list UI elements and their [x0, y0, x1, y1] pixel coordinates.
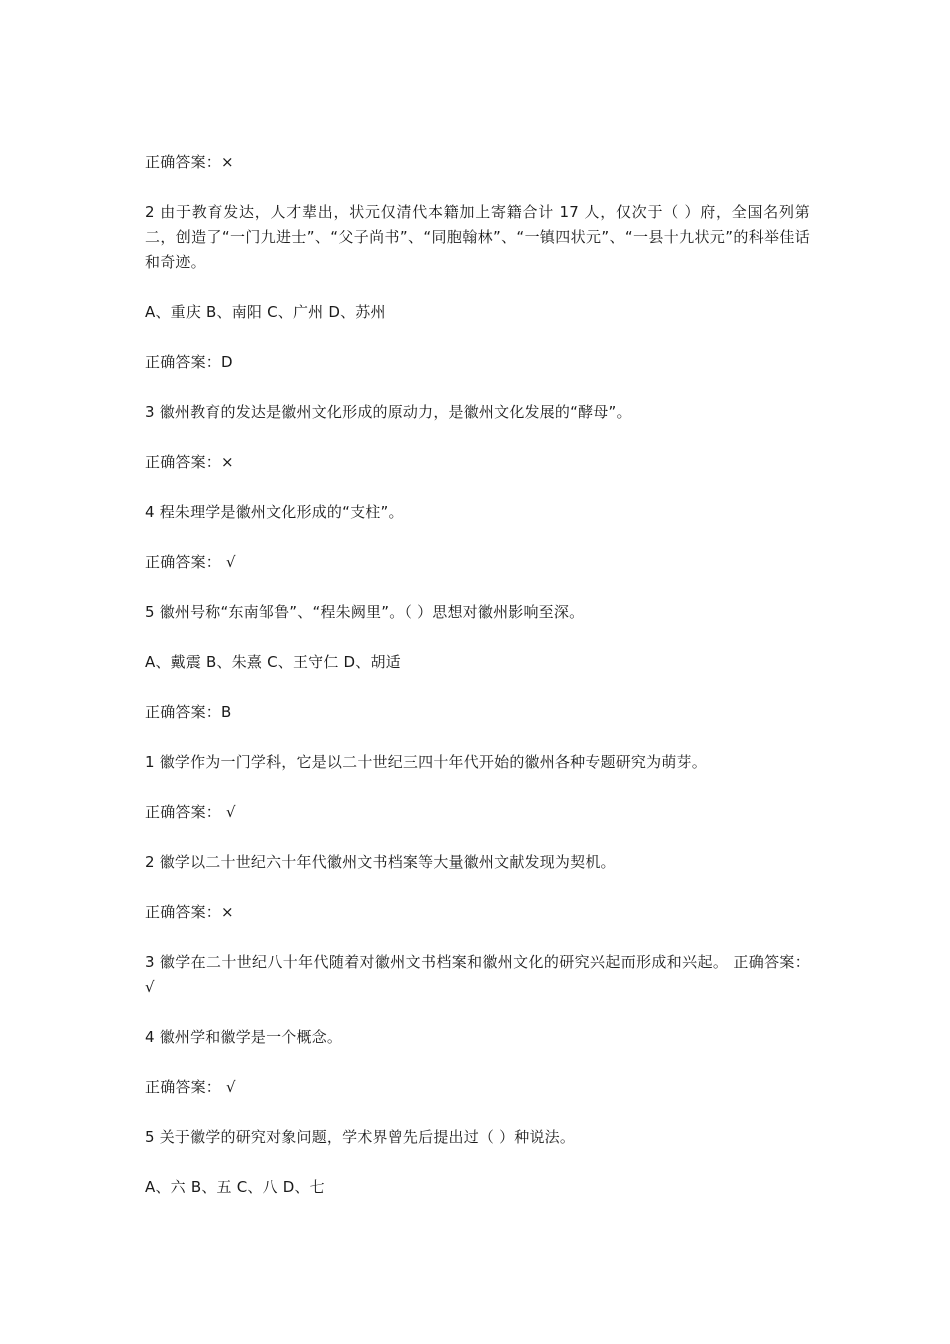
options-line: A、重庆 B、南阳 C、广州 D、苏州: [145, 303, 386, 321]
options-line: A、六 B、五 C、八 D、七: [145, 1178, 325, 1196]
document-body: [145, 150, 810, 1225]
question-text: 4 徽州学和徽学是一个概念。: [145, 1028, 343, 1046]
question-text: 5 关于徽学的研究对象问题，学术界曾先后提出过（ ）种说法。: [145, 1128, 576, 1146]
answer-line: 正确答案：B: [145, 703, 232, 721]
question-text: 4 程朱理学是徽州文化形成的“支柱”。: [145, 503, 404, 521]
question-text: 3 徽学在二十世纪八十年代随着对徽州文书档案和徽州文化的研究兴起而形成和兴起。 正确答案： √: [145, 953, 810, 996]
question-text: 3 徽州教育的发达是徽州文化形成的原动力，是徽州文化发展的“酵母”。: [145, 403, 632, 421]
answer-line: 正确答案： √: [145, 803, 236, 821]
answer-line: 正确答案：×: [145, 153, 234, 171]
answer-line: 正确答案：×: [145, 903, 234, 921]
answer-line: 正确答案：D: [145, 353, 233, 371]
question-text: 5 徽州号称“东南邹鲁”、“程朱阙里”。（ ）思想对徽州影响至深。: [145, 603, 585, 621]
answer-line: 正确答案： √: [145, 1078, 236, 1096]
answer-line: 正确答案：×: [145, 453, 234, 471]
options-line: A、戴震 B、朱熹 C、王守仁 D、胡适: [145, 653, 401, 671]
answer-line: 正确答案： √: [145, 553, 236, 571]
question-text: 2 徽学以二十世纪六十年代徽州文书档案等大量徽州文献发现为契机。: [145, 853, 616, 871]
question-text: 1 徽学作为一门学科，它是以二十世纪三四十年代开始的徽州各种专题研究为萌芽。: [145, 753, 707, 771]
question-text: 2 由于教育发达，人才辈出，状元仅清代本籍加上寄籍合计 17 人，仅次于（ ）府，全国名列第二，创造了“一门九进士”、“父子尚书”、“同胞翰林”、“一镇四状元”、“一县十九状元”的科举佳话和奇迹。: [145, 203, 810, 271]
